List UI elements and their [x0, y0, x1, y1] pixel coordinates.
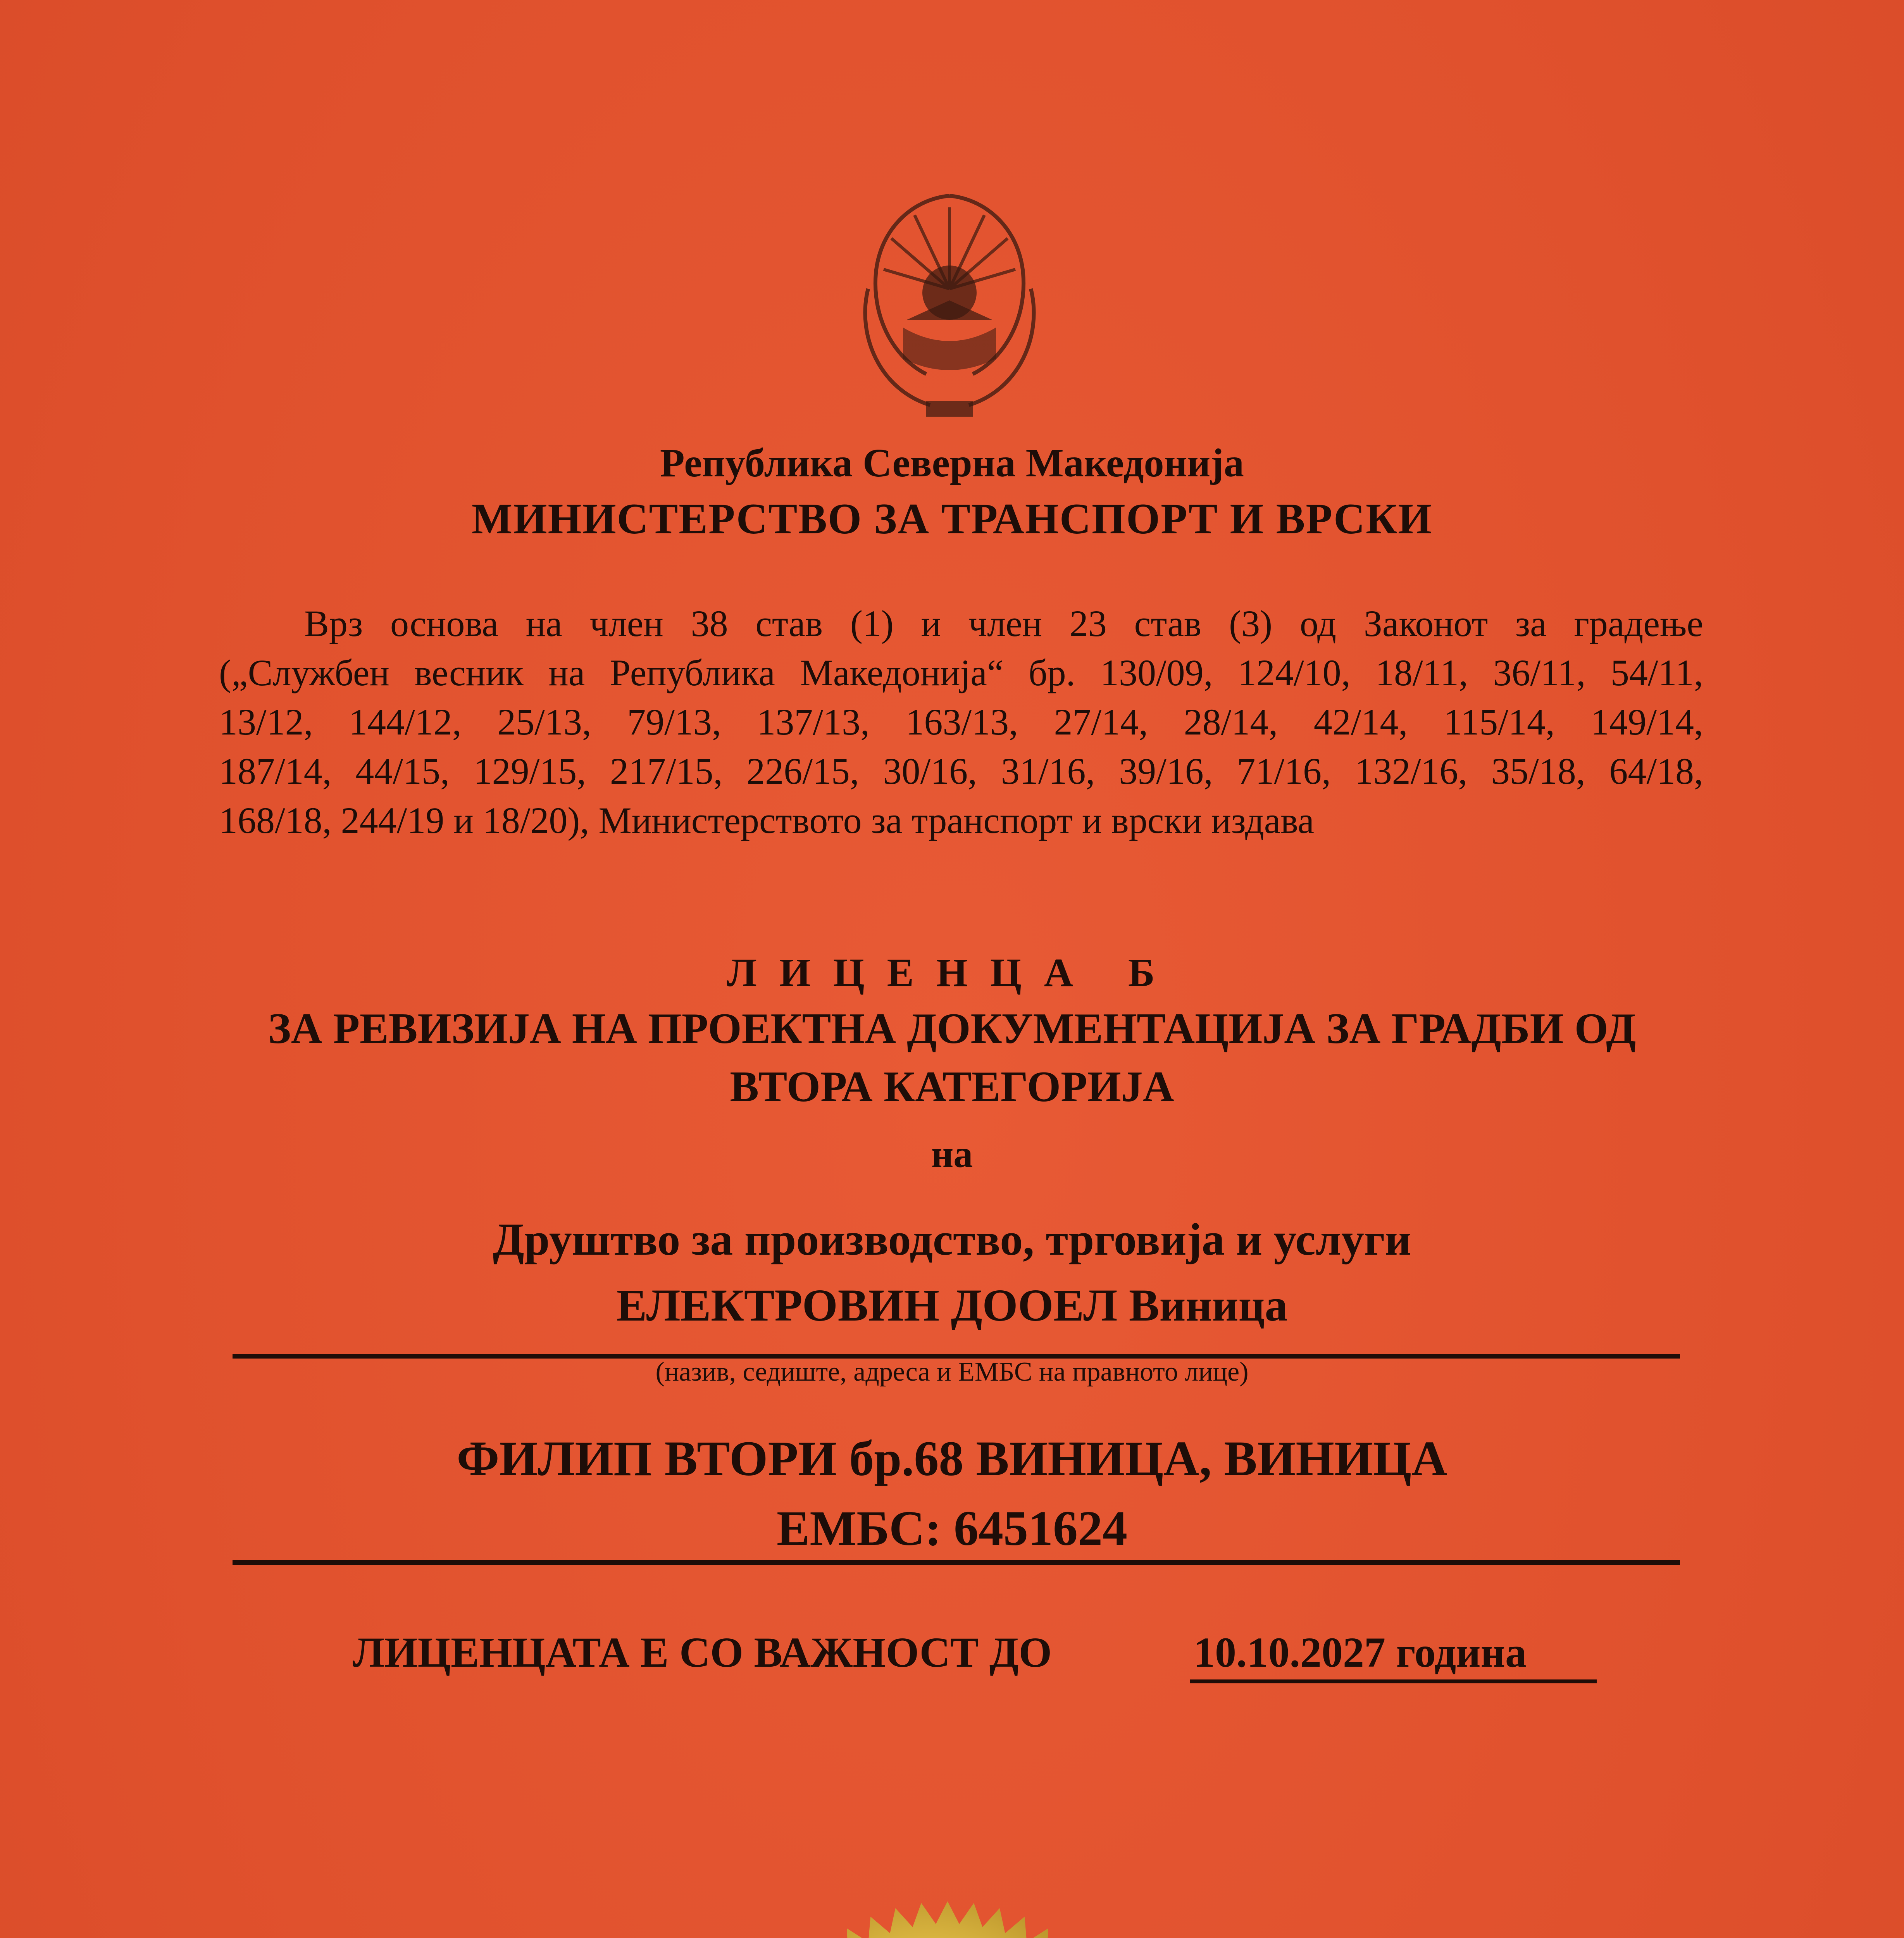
validity-underline: [1190, 1679, 1597, 1683]
license-subtitle: ЗА РЕВИЗИЈА НА ПРОЕКТНА ДОКУМЕНТАЦИЈА ЗА ГРАДБИ ОД: [268, 1005, 1636, 1053]
license-subtitle: ВТОРА КАТЕГОРИЈА: [730, 1063, 1174, 1111]
holder-name: ЕЛЕКТРОВИН ДООЕЛ Виница: [616, 1280, 1288, 1331]
legal-basis-line: („Службен весник на Република Македонија“ бр. 130/09, 124/10, 18/11, 36/11, 54/11,: [219, 652, 1703, 693]
legal-basis-line: 13/12, 144/12, 25/13, 79/13, 137/13, 163/13, 27/14, 28/14, 42/14, 115/14, 149/14,: [219, 701, 1703, 743]
legal-basis-paragraph: [219, 599, 1703, 845]
gold-seal-icon: [744, 1899, 1151, 1938]
legal-basis-line: 187/14, 44/15, 129/15, 217/15, 226/15, 30/16, 31/16, 39/16, 71/16, 132/16, 35/18, 64/18,: [219, 750, 1703, 792]
holder-address: ФИЛИП ВТОРИ бр.68 ВИНИЦА, ВИНИЦА: [457, 1431, 1447, 1486]
ministry-name: МИНИСТЕРСТВО ЗА ТРАНСПОРТ И ВРСКИ: [471, 495, 1433, 543]
holder-caption: (назив, седиште, адреса и ЕМБС на правното лице): [655, 1357, 1249, 1387]
validity-date: 10.10.2027 година: [1194, 1629, 1527, 1676]
license-title: ЛИЦЕНЦА Б: [727, 950, 1177, 995]
license-on-label: на: [931, 1133, 973, 1176]
coat-of-arms-icon: [833, 172, 1066, 444]
holder-type: Друштво за производство, трговија и услуги: [493, 1214, 1411, 1265]
address-underline: [233, 1560, 1680, 1565]
legal-basis-line: Врз основа на член 38 став (1) и член 23 став (3) од Законот за градење: [304, 603, 1703, 644]
holder-embs: ЕМБС: 6451624: [777, 1501, 1127, 1556]
country-name: Република Северна Македонија: [660, 441, 1244, 485]
legal-basis-line: 168/18, 244/19 и 18/20), Министерството за транспорт и врски издава: [219, 800, 1314, 841]
validity-label: ЛИЦЕНЦАТА Е СО ВАЖНОСТ ДО: [353, 1629, 1052, 1676]
